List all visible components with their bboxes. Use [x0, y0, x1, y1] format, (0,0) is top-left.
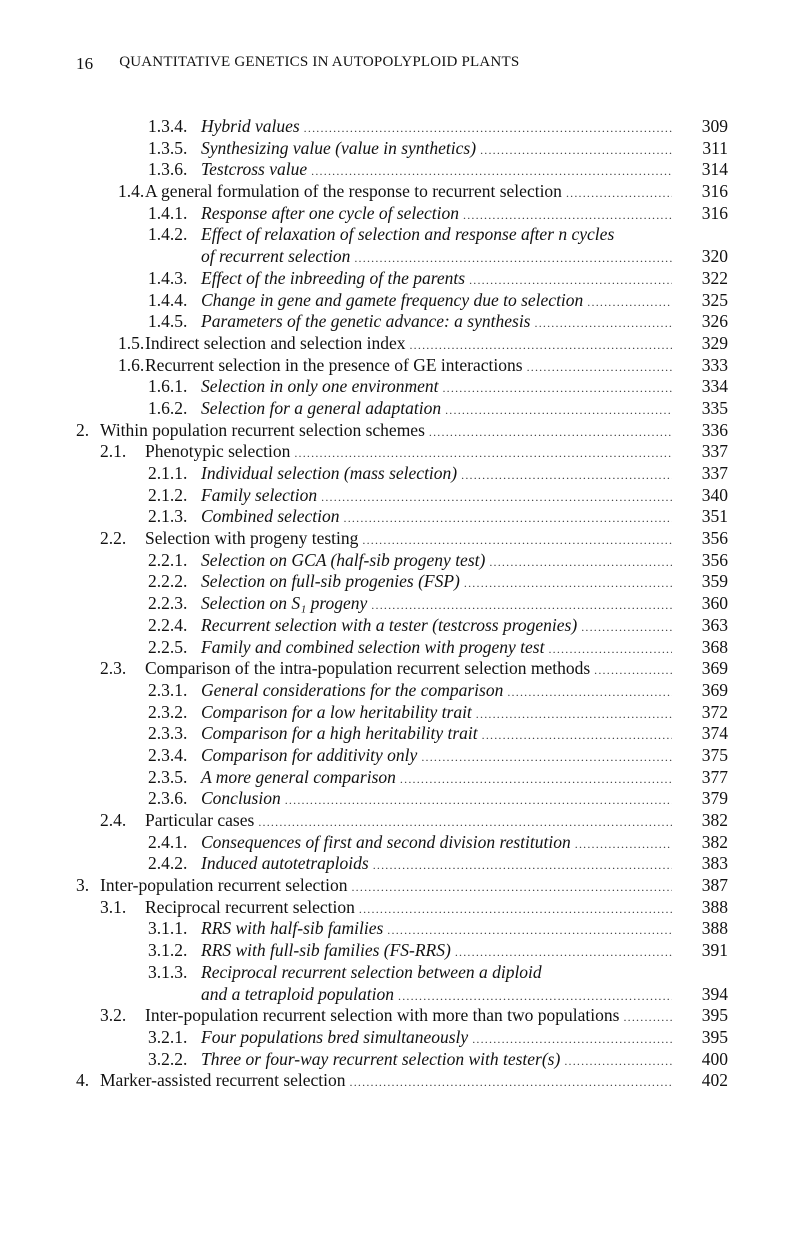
toc-entry-page: 356 — [701, 549, 728, 570]
dot-leader — [362, 530, 672, 552]
toc-entry — [0, 224, 800, 267]
dot-leader — [476, 704, 672, 726]
toc-entry-title: Reciprocal recurrent selection — [145, 896, 355, 917]
toc-entry-page: 329 — [701, 332, 728, 353]
toc-entry-page: 334 — [701, 376, 728, 397]
toc-entry — [0, 181, 800, 203]
toc-entry-title: Comparison for a low heritability trait — [201, 701, 472, 722]
dot-leader — [623, 1007, 672, 1029]
toc-entry-title: Selection on GCA (half-sib progeny test) — [201, 549, 486, 570]
toc-entry — [0, 1027, 800, 1049]
toc-entry-page: 316 — [701, 181, 728, 202]
toc-entry-page: 379 — [701, 788, 728, 809]
toc-entry-title: Recurrent selection with a tester (testcross progenies) — [201, 614, 578, 635]
toc-entry-title: Marker-assisted recurrent selection — [100, 1070, 346, 1091]
toc-entry-page: 382 — [701, 831, 728, 852]
toc-entry-page: 395 — [701, 1026, 728, 1047]
toc-entry-page: 395 — [701, 1005, 728, 1026]
toc-entry-title: Comparison of the intra-population recurrent selection methods — [145, 658, 591, 679]
toc-entry-number: 3.1. — [100, 896, 127, 917]
toc-entry-title: Individual selection (mass selection) — [201, 463, 458, 484]
dot-leader — [344, 508, 672, 530]
toc-entry-page: 311 — [702, 137, 728, 158]
toc-entry-page: 316 — [701, 202, 728, 223]
toc-entry-number: 3.2. — [100, 1005, 127, 1026]
toc-entry-number: 2.1.2. — [148, 484, 188, 505]
toc-entry — [0, 918, 800, 940]
toc-entry — [0, 311, 800, 333]
toc-entry-number: 1.3.4. — [148, 116, 188, 136]
toc-entry-number: 4. — [76, 1070, 90, 1091]
dot-leader — [548, 639, 672, 661]
toc-entry-page: 388 — [701, 918, 728, 939]
dot-leader — [354, 248, 672, 270]
toc-entry-page: 374 — [701, 723, 728, 744]
toc-entry-number: 2.2.1. — [148, 549, 188, 570]
toc-entry — [0, 506, 800, 528]
toc-entry-number: 2.1. — [100, 441, 127, 462]
toc-entry-title: Selection on S₁ progeny — [201, 593, 368, 614]
toc-entry-page: 360 — [701, 593, 728, 614]
toc-entry-number: 1.4. — [118, 181, 145, 202]
toc-entry-title: Comparison for a high heritability trait — [201, 723, 478, 744]
toc-entry — [0, 962, 800, 1005]
toc-entry-title: Response after one cycle of selection — [201, 202, 460, 223]
dot-leader — [321, 487, 672, 509]
toc-entry — [0, 615, 800, 637]
toc-entry — [0, 463, 800, 485]
dot-leader — [575, 834, 672, 856]
toc-entry-page: 375 — [701, 744, 728, 765]
toc-entry — [0, 723, 800, 745]
toc-entry — [0, 138, 800, 160]
toc-entry-number: 2.2.5. — [148, 636, 188, 657]
toc-entry-title: General considerations for the comparison — [201, 679, 504, 700]
toc-entry-page: 388 — [701, 896, 728, 917]
toc-entry-page: 363 — [701, 614, 728, 635]
toc-entry-number: 1.5. — [118, 332, 145, 353]
toc-entry-page: 322 — [701, 267, 728, 288]
dot-leader — [566, 183, 672, 205]
toc-entry-title: Indirect selection and selection index — [145, 332, 406, 353]
dot-leader — [304, 118, 672, 140]
toc-entry-number: 2.3.1. — [148, 679, 188, 700]
toc-entry-title: Family selection — [201, 484, 318, 505]
toc-entry-title: Effect of the inbreeding of the parents — [201, 267, 466, 288]
toc-entry — [0, 571, 800, 593]
toc-entry-page: 314 — [701, 159, 728, 180]
dot-leader — [482, 725, 672, 747]
toc-entry-number: 2.1.3. — [148, 506, 188, 527]
dot-leader — [294, 443, 672, 465]
toc-entry-number: 2.3.2. — [148, 701, 188, 722]
dot-leader — [564, 1051, 672, 1073]
dot-leader — [387, 920, 672, 942]
toc-entry-number: 2.3.6. — [148, 788, 188, 809]
dot-leader — [351, 877, 672, 899]
toc-entry-number: 2.2.3. — [148, 593, 188, 614]
toc-entry-title: Within population recurrent selection schemes — [100, 419, 425, 440]
toc-entry-number: 2.3.3. — [148, 723, 188, 744]
toc-entry-number: 2.2.4. — [148, 614, 188, 635]
toc-entry-title: Synthesizing value (value in synthetics) — [201, 137, 477, 158]
toc-entry-page: 394 — [701, 983, 728, 1004]
toc-entry-number: 2.4.1. — [148, 831, 188, 852]
toc-entry-page: 400 — [701, 1048, 728, 1069]
toc-entry-number: 3.1.2. — [148, 940, 188, 961]
dot-leader — [507, 682, 672, 704]
toc-entry-title: Conclusion — [201, 788, 281, 809]
toc-entry-page: 377 — [701, 766, 728, 787]
toc-entry — [0, 788, 800, 810]
toc-entry-number: 2. — [76, 419, 90, 440]
dot-leader — [350, 1072, 672, 1094]
running-title: QUANTITATIVE GENETICS IN AUTOPOLYPLOID PLANTS — [119, 54, 520, 70]
toc-entry-title: Comparison for additivity only — [201, 744, 418, 765]
toc-entry-title: Phenotypic selection — [145, 441, 291, 462]
dot-leader — [463, 205, 672, 227]
toc-entry — [0, 810, 800, 832]
toc-entry-title: Induced autotetraploids — [201, 853, 369, 874]
dot-leader — [464, 573, 672, 595]
toc-entry-title: Three or four-way recurrent selection with tester(s) — [201, 1048, 561, 1069]
toc-entry-title: Combined selection — [201, 506, 340, 527]
toc-entry-title: Parameters of the genetic advance: a synthesis — [201, 311, 531, 332]
toc-entry-page: 326 — [701, 311, 728, 332]
page-number: 16 — [76, 54, 94, 73]
toc-entry — [0, 528, 800, 550]
toc-entry-page: 336 — [701, 419, 728, 440]
dot-leader — [480, 140, 672, 162]
toc-entry-number: 2.3.5. — [148, 766, 188, 787]
toc-entry-page: 335 — [701, 397, 728, 418]
toc-entry-number: 3.2.2. — [148, 1048, 188, 1069]
dot-leader — [445, 400, 672, 422]
toc-entry-title: Selection for a general adaptation — [201, 397, 442, 418]
toc-entry-title: Four populations bred simultaneously — [201, 1026, 469, 1047]
toc-entry-page: 369 — [701, 658, 728, 679]
toc-entry-page: 387 — [701, 875, 728, 896]
dot-leader — [489, 552, 672, 574]
toc-entry-number: 2.3.4. — [148, 744, 188, 765]
toc-entry-number: 2.4. — [100, 810, 127, 831]
toc-entry — [0, 116, 800, 138]
toc-entry-page: 383 — [701, 853, 728, 874]
toc-entry-number: 1.4.1. — [148, 202, 188, 223]
toc-entry-page: 391 — [701, 940, 728, 961]
toc-entry-title: Effect of relaxation of selection and response after n cycles — [201, 224, 615, 245]
toc-entry-page: 369 — [701, 679, 728, 700]
toc-entry-number: 1.6. — [118, 354, 145, 375]
toc-entry — [0, 940, 800, 962]
toc-entry — [0, 875, 800, 897]
toc-entry-title: Consequences of first and second division restitution — [201, 831, 571, 852]
toc-entry-title-continued: of recurrent selection — [201, 246, 351, 267]
toc-entry — [0, 745, 800, 767]
toc-entry-page: 368 — [701, 636, 728, 657]
running-header — [76, 54, 519, 74]
dot-leader — [581, 617, 672, 639]
toc-entry-title: Selection with progeny testing — [145, 528, 359, 549]
toc-entry-page: 325 — [701, 289, 728, 310]
toc-entry-title: A general formulation of the response to recurrent selection — [145, 181, 562, 202]
toc-entry — [0, 832, 800, 854]
dot-leader — [400, 769, 672, 791]
dot-leader — [311, 161, 672, 183]
toc-entry — [0, 376, 800, 398]
toc-entry-title: Change in gene and gamete frequency due to selection — [201, 289, 584, 310]
toc-entry-title: RRS with full-sib families (FS-RRS) — [201, 940, 451, 961]
toc-entry-page: 337 — [701, 463, 728, 484]
toc-entry-number: 1.4.5. — [148, 311, 188, 332]
toc-entry-number: 3.1.1. — [148, 918, 188, 939]
toc-entry-page: 340 — [701, 484, 728, 505]
toc-entry-number: 2.1.1. — [148, 463, 188, 484]
dot-leader — [594, 660, 672, 682]
dot-leader — [359, 899, 672, 921]
toc-entry — [0, 441, 800, 463]
toc-entry-page: 333 — [701, 354, 728, 375]
toc-entry-page: 320 — [701, 246, 728, 267]
toc-entry-page: 356 — [701, 528, 728, 549]
table-of-contents — [0, 116, 800, 1092]
toc-entry — [0, 268, 800, 290]
dot-leader — [469, 270, 672, 292]
toc-entry — [0, 767, 800, 789]
toc-entry-number: 1.6.2. — [148, 397, 188, 418]
toc-entry-title: RRS with half-sib families — [201, 918, 384, 939]
toc-entry — [0, 1070, 800, 1092]
toc-entry-number: 3. — [76, 875, 90, 896]
toc-entry-number: 3.2.1. — [148, 1026, 188, 1047]
dot-leader — [461, 465, 672, 487]
dot-leader — [421, 747, 672, 769]
toc-entry-number: 2.4.2. — [148, 853, 188, 874]
toc-entry — [0, 420, 800, 442]
toc-entry-number: 1.4.2. — [148, 224, 188, 245]
dot-leader — [535, 313, 673, 335]
toc-entry-title: Hybrid values — [201, 116, 300, 136]
toc-entry-number: 1.3.5. — [148, 137, 188, 158]
dot-leader — [455, 942, 672, 964]
dot-leader — [398, 986, 672, 1008]
toc-entry-title-continued: and a tetraploid population — [201, 983, 394, 1004]
dot-leader — [285, 790, 672, 812]
toc-entry-page: 309 — [701, 116, 728, 136]
toc-entry-number: 2.3. — [100, 658, 127, 679]
toc-entry-title: Selection on full-sib progenies (FSP) — [201, 571, 460, 592]
toc-entry — [0, 485, 800, 507]
toc-entry — [0, 355, 800, 377]
dot-leader — [587, 292, 672, 314]
toc-entry — [0, 680, 800, 702]
toc-entry-title: Particular cases — [145, 810, 255, 831]
toc-entry-page: 359 — [701, 571, 728, 592]
toc-entry — [0, 333, 800, 355]
toc-entry-page: 402 — [701, 1070, 728, 1091]
toc-entry-number: 1.3.6. — [148, 159, 188, 180]
toc-entry-title: Reciprocal recurrent selection between a diploid — [201, 961, 542, 982]
toc-entry — [0, 702, 800, 724]
toc-entry — [0, 159, 800, 181]
toc-entry-number: 1.4.3. — [148, 267, 188, 288]
toc-entry-page: 382 — [701, 810, 728, 831]
toc-entry-title: Selection in only one environment — [201, 376, 439, 397]
toc-entry-title: Recurrent selection in the presence of GE interactions — [145, 354, 523, 375]
dot-leader — [258, 812, 672, 834]
toc-entry — [0, 853, 800, 875]
toc-entry-title: Inter-population recurrent selection — [100, 875, 348, 896]
dot-leader — [371, 595, 672, 617]
toc-entry-title: A more general comparison — [201, 766, 396, 787]
toc-entry — [0, 637, 800, 659]
dot-leader — [527, 357, 672, 379]
toc-entry-page: 351 — [701, 506, 728, 527]
toc-entry-title: Inter-population recurrent selection with more than two populations — [145, 1005, 620, 1026]
toc-entry-page: 337 — [701, 441, 728, 462]
dot-leader — [472, 1029, 672, 1051]
toc-entry — [0, 1049, 800, 1071]
toc-entry-title: Family and combined selection with progeny test — [201, 636, 545, 657]
toc-entry — [0, 398, 800, 420]
toc-entry-number: 2.2.2. — [148, 571, 188, 592]
toc-entry-number: 2.2. — [100, 528, 127, 549]
toc-entry — [0, 658, 800, 680]
toc-entry — [0, 897, 800, 919]
dot-leader — [442, 378, 672, 400]
toc-entry-page: 372 — [701, 701, 728, 722]
toc-entry-number: 1.4.4. — [148, 289, 188, 310]
toc-entry-title: Testcross value — [201, 159, 308, 180]
toc-entry — [0, 593, 800, 615]
toc-entry-number: 1.6.1. — [148, 376, 188, 397]
dot-leader — [373, 855, 672, 877]
toc-entry — [0, 1005, 800, 1027]
toc-entry — [0, 290, 800, 312]
dot-leader — [429, 422, 672, 444]
toc-entry — [0, 550, 800, 572]
dot-leader — [409, 335, 672, 357]
toc-entry-number: 3.1.3. — [148, 961, 188, 982]
toc-entry — [0, 203, 800, 225]
